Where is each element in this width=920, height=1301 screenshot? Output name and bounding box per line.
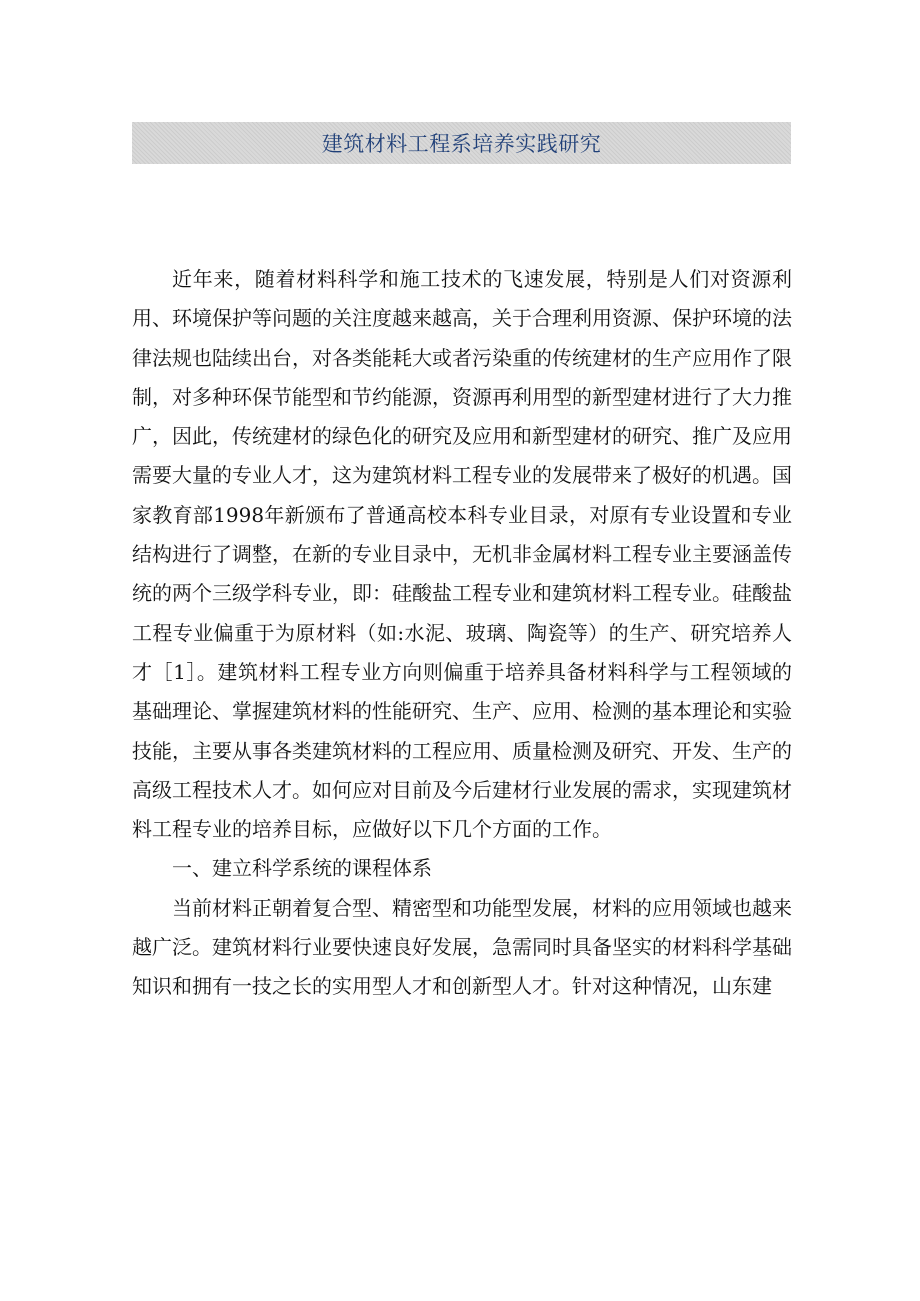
paragraph-intro: 近年来，随着材料科学和施工技术的飞速发展，特别是人们对资源利用、环境保护等问题的关注度越来越高，关于合理利用资源、保护环境的法律法规也陆续出台，对各类能耗大或者污染重的传统建材的生产应用作了限制，对多种环保节能型和节约能源，资源再利用型的新型建材进行了大力推广，因此，传统建材的绿色化的研究及应用和新型建材的研究、推广及应用需要大量的专业人才，这为建筑材料工程专业的发展带来了极好的机遇。国家教育部1998年新颁布了普通高校本科专业目录，对原有专业设置和专业结构进行了调整，在新的专业目录中，无机非金属材料工程专业主要涵盖传统的两个三级学科专业，即：硅酸盐工程专业和建筑材料工程专业。硅酸盐工程专业偏重于为原材料（如:水泥、玻璃、陶瓷等）的生产、研究培养人才［1］。建筑材料工程专业方向则偏重于培养具备材料科学与工程领域的基础理论、掌握建筑材料的性能研究、生产、应用、检测的基本理论和实验技能，主要从事各类建筑材料的工程应用、质量检测及研究、开发、生产的高级工程技术人才。如何应对目前及今后建材行业发展的需求，实现建筑材料工程专业的培养目标，应做好以下几个方面的工作。	[132, 267, 792, 842]
document-title: 建筑材料工程系培养实践研究	[321, 132, 602, 156]
paragraph-section-1: 当前材料正朝着复合型、精密型和功能型发展，材料的应用领域也越来越广泛。建筑材料行业要快速良好发展，急需同时具备坚实的材料科学基础知识和拥有一技之长的实用型人才和创新型人才。针对这种情况，山东建	[132, 895, 792, 999]
section-heading: 一、建立科学系统的课程体系	[172, 856, 432, 881]
title-banner	[132, 122, 791, 164]
document-body	[132, 260, 792, 1007]
